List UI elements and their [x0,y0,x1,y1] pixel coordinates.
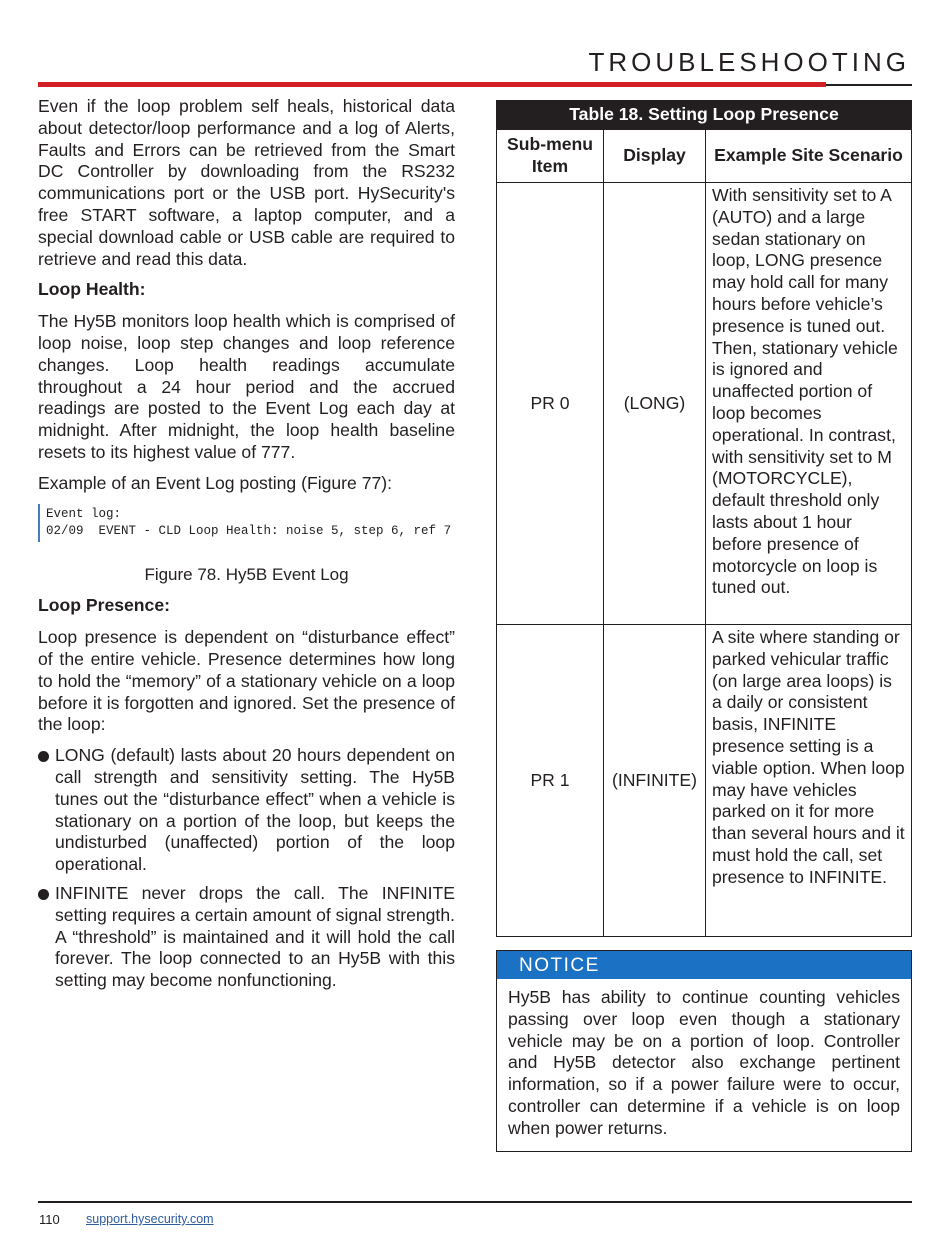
code-line: 02/09 EVENT - CLD Loop Health: noise 5, step 6, ref 7 [46,523,452,538]
page-number: 110 [39,1212,60,1227]
scenario-cell: With sensitivity set to A (AUTO) and a large sedan stationary on loop, LONG presence may hold call for many hours before vehicle’s presence is tuned out. Then, stationary vehicle is ignored and unaffected portion of loop becomes operational. In contrast, with sensitivity set to M (MOTORCYCLE), default threshold only lasts about 1 hour before presence of motorcycle on loop is tuned out. [706,183,912,625]
table-title: Table 18. Setting Loop Presence [497,101,912,130]
column-header-display: Display [604,130,706,183]
column-header-submenu: Sub-menu Item [497,130,604,183]
list-item: INFINITE never drops the call. The INFINITE setting requires a certain amount of signal strength. A “threshold” is maintained and it will hold the call forever. The loop connected to an Hy5B with this setting may become nonfunctioning. [38,883,455,992]
event-log-example-text: Example of an Event Log posting (Figure 77): [38,472,393,493]
code-line: Event log: [46,506,122,521]
column-header-scenario: Example Site Scenario [706,130,912,183]
notice-box [496,950,912,1152]
notice-label: NOTICE [497,951,911,979]
loop-health-paragraph: The Hy5B monitors loop health which is comprised of loop noise, loop step changes and loop reference changes. Loop health readings accumulate throughout a 24 hour period and the accrued readings are posted to the Event Log each day at midnight. After midnight, the loop health baseline resets to its highest value of 777. [38,311,455,462]
loop-health-heading: Loop Health: [38,279,146,300]
footer-rule [38,1201,912,1203]
loop-presence-paragraph: Loop presence is dependent on “disturbance effect” of the entire vehicle. Presence determines how long to hold the “memory” of a stationary vehicle on a loop before it is forgotten and ignored. Set the presence of the loop: [38,627,455,735]
header-accent-rule [38,82,826,87]
submenu-item-cell: PR 1 [497,625,604,937]
loop-presence-heading: Loop Presence: [38,595,170,616]
header-dark-rule [826,84,912,86]
display-cell: (INFINITE) [604,625,706,937]
section-title: TROUBLESHOOTING [588,47,910,77]
table-row [497,625,912,937]
display-cell: (LONG) [604,183,706,625]
loop-presence-table [496,100,912,937]
intro-paragraph: Even if the loop problem self heals, historical data about detector/loop performance and a log of Alerts, Faults and Errors can be retrieved from the Smart DC Controller by downloading from the RS232 communications port or the USB port. HySecurity's free START software, a laptop computer, and a special download cable or USB cable are required to retrieve and read this data. [38,96,455,269]
notice-text: Hy5B has ability to continue counting vehicles passing over loop even though a stationary vehicle may be on a portion of loop. Controller and Hy5B detector also exchange pertinent information, so if a power failure were to occur, controller can determine if a vehicle is on loop when power returns. [508,987,900,1138]
event-log-code-block [38,504,455,542]
figure-caption: Figure 78. Hy5B Event Log [144,564,349,584]
table-row [497,183,912,625]
support-link[interactable]: support.hysecurity.com [86,1212,214,1226]
presence-options-list [38,745,455,992]
submenu-item-cell: PR 0 [497,183,604,625]
list-item: LONG (default) lasts about 20 hours dependent on call strength and sensitivity setting. The Hy5B tunes out the “disturbance effect” when a vehicle is stationary on a portion of the loop, but keeps the undisturbed (unaffected) portion of the loop operational. [38,745,455,876]
scenario-cell: A site where standing or parked vehicular traffic (on large area loops) is a daily or consistent basis, INFINITE presence setting is a viable option. When loop may have vehicles parked on it for more than several hours and it must hold the call, set presence to INFINITE. [706,625,912,937]
left-column [38,96,455,999]
